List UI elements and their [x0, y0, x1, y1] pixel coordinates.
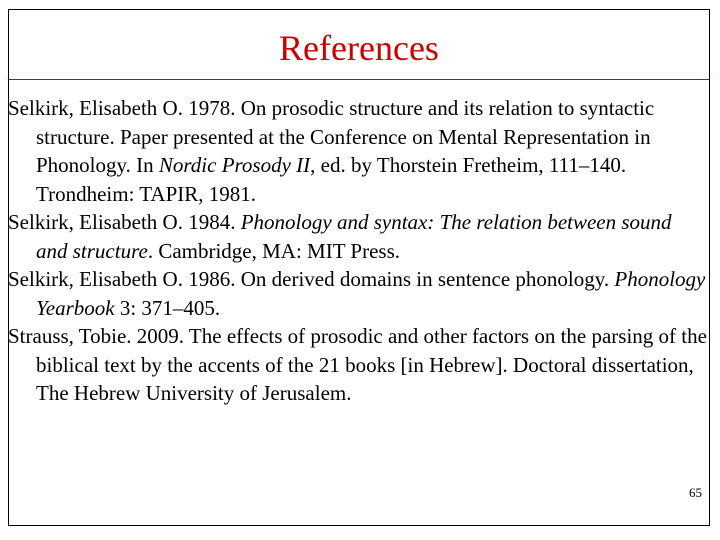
reference-text: Strauss, Tobie. 2009. The effects of prosodic and other factors on the parsing of the biblical text by the accents of the 21 books [in Hebrew]. Doctoral dissertation, The Hebrew University of Jerusalem.	[8, 324, 707, 405]
reference-selkirk-1984	[8, 208, 708, 265]
reference-strauss-2009	[8, 322, 708, 408]
reference-text: Selkirk, Elisabeth O. 1978. On prosodic structure and its relation to syntactic structure. Paper presented at the Conference on Mental Representation in Phonology. In	[8, 96, 655, 177]
reference-selkirk-1986	[8, 265, 708, 322]
reference-text: 3: 371–405.	[114, 295, 221, 320]
reference-selkirk-1978	[8, 94, 708, 208]
slide-title: References	[279, 28, 439, 68]
reference-italic-title: Phonology Yearbook	[36, 267, 706, 320]
title-divider	[9, 79, 709, 80]
reference-text: Selkirk, Elisabeth O. 1986. On derived domains in sentence phonology.	[8, 267, 615, 291]
page-number: 65	[689, 485, 702, 500]
reference-italic-title: Phonology and syntax: The relation between sound and structure	[36, 210, 672, 263]
reference-text: , ed. by Thorstein Fretheim, 111–140. Trondheim: TAPIR, 1981.	[36, 153, 627, 206]
reference-list	[8, 94, 708, 408]
reference-text: Selkirk, Elisabeth O. 1984.	[8, 210, 241, 234]
reference-text: . Cambridge, MA: MIT Press.	[147, 238, 400, 263]
reference-italic-title: Nordic Prosody II	[158, 153, 311, 177]
